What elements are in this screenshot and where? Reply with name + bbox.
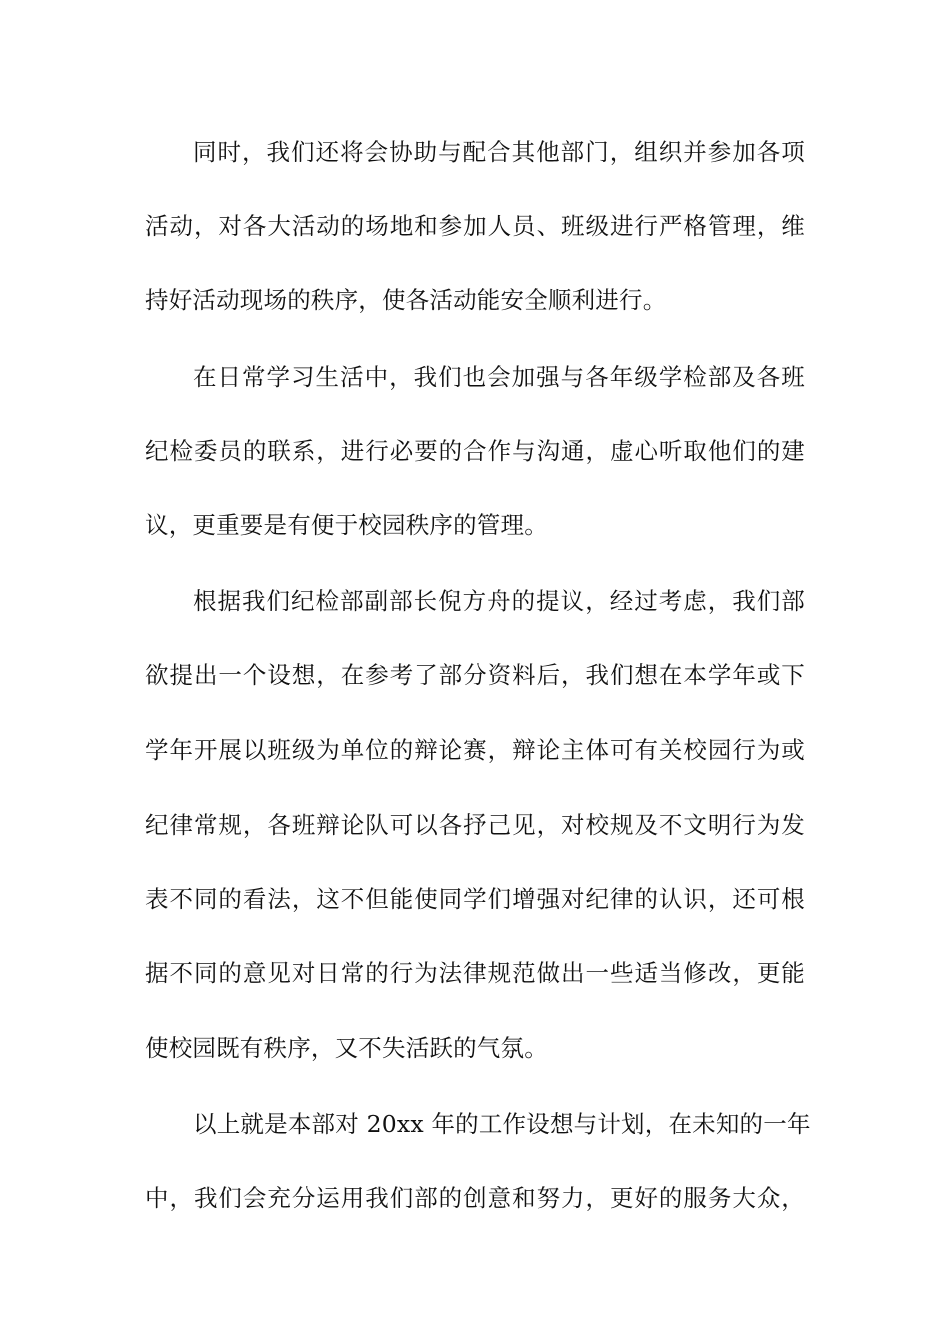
paragraph-3-line-6: 据不同的意见对日常的行为法律规范做出一些适当修改，更能 bbox=[145, 959, 805, 987]
paragraph-4-line-1: 以上就是本部对 20xx 年的工作设想与计划，在未知的一年 bbox=[193, 1110, 811, 1138]
paragraph-3-line-1: 根据我们纪检部副部长倪方舟的提议，经过考虑，我们部 bbox=[193, 587, 805, 615]
paragraph-1-line-1: 同时，我们还将会协助与配合其他部门，组织并参加各项 bbox=[193, 138, 805, 166]
paragraph-2-line-3: 议，更重要是有便于校园秩序的管理。 bbox=[145, 511, 548, 539]
paragraph-3-line-5: 表不同的看法，这不但能使同学们增强对纪律的认识，还可根 bbox=[145, 885, 805, 913]
paragraph-1-line-2: 活动，对各大活动的场地和参加人员、班级进行严格管理，维 bbox=[145, 212, 805, 240]
paragraph-3-line-7: 使校园既有秩序，又不失活跃的气氛。 bbox=[145, 1034, 548, 1062]
paragraph-4-line-2: 中，我们会充分运用我们部的创意和努力，更好的服务大众， bbox=[145, 1184, 805, 1212]
paragraph-1-line-3: 持好活动现场的秩序，使各活动能安全顺利进行。 bbox=[145, 286, 667, 314]
paragraph-3-line-3: 学年开展以班级为单位的辩论赛，辩论主体可有关校园行为或 bbox=[145, 736, 805, 764]
paragraph-2-line-2: 纪检委员的联系，进行必要的合作与沟通，虚心听取他们的建 bbox=[145, 437, 805, 465]
paragraph-2-line-1: 在日常学习生活中，我们也会加强与各年级学检部及各班 bbox=[193, 363, 805, 391]
paragraph-3-line-4: 纪律常规，各班辩论队可以各抒己见，对校规及不文明行为发 bbox=[145, 811, 805, 839]
paragraph-3-line-2: 欲提出一个设想，在参考了部分资料后，我们想在本学年或下 bbox=[145, 661, 805, 689]
